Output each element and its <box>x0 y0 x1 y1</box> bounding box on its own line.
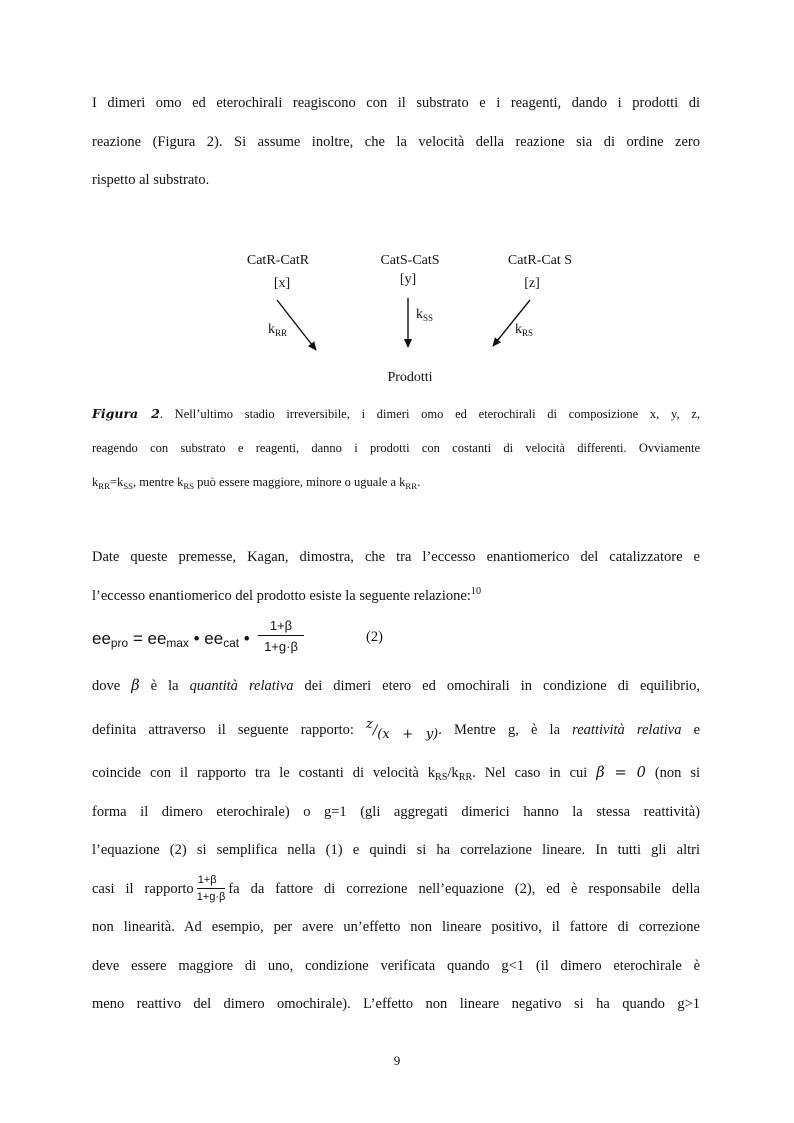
text-line: non linearità. Ad esempio, per avere un’effetto non lineare positivo, il fattore di correzione <box>92 919 700 935</box>
text-line: coincide con il rapporto tra le costanti di velocità $k_{RS}/k_{RR}$. Nel caso in cui β = 0 (non si <box>92 765 701 783</box>
node-catr-catr: CatR-CatR <box>246 253 310 268</box>
node-catr-cats: CatR-Cat S <box>507 253 573 268</box>
reaction-arrows <box>0 0 794 420</box>
text-line: I dimeri omo ed eterochirali reagiscono con il substrato e i reagenti, dando i prodotti di <box>92 95 700 111</box>
text-line: deve essere maggiore di uno, condizione verificata quando g<1 (il dimero eterochirale è <box>92 957 700 974</box>
rate-kss: $k_{SS}$ <box>416 307 434 323</box>
text-line: l’equazione (2) si semplifica nella (1) e quindi si ha correlazione lineare. In tutti gli altri <box>92 842 700 858</box>
conc-x: [x] <box>273 276 291 291</box>
arrow-rs <box>493 300 530 346</box>
caption-label: Figura 2 <box>92 406 160 421</box>
page-number: 9 <box>393 1053 401 1068</box>
reference-mark: 10 <box>470 585 481 597</box>
caption-line: $k_{RR}=k_{SS}$, mentre $k_{RS}$ può essere maggiore, minore o uguale a $k_{RR}$. <box>92 475 421 491</box>
text-line: dove β è la quantità relativa dei dimeri etero ed omochirali in condizione di equilibrio, <box>92 678 701 694</box>
text-line: l’eccesso enantiomerico del prodotto esiste la seguente relazione:$^{10}$ <box>92 585 481 604</box>
inline-fraction: $\frac{1+\beta}{1+g\cdot\beta}$ <box>196 874 226 904</box>
product-label: Prodotti <box>387 370 433 385</box>
text-line: Date queste premesse, Kagan, dimostra, che tra l’eccesso enantiomerico del catalizzatore e <box>92 549 700 565</box>
equation-number: (2) <box>366 629 383 645</box>
premise-paragraph <box>92 538 700 615</box>
rate-krs: $k_{RS}$ <box>515 322 534 338</box>
text-line: casi il rapporto $\frac{1+\beta}{1+g\cdot\beta}$ fa da fattore di correzione nell’equazione (2), ed è responsabile della <box>92 874 700 904</box>
equation-lhs: $ee_{pro} = ee_{max}$ • $ee_{cat}$ • <box>92 629 250 650</box>
arrow-rr <box>277 300 316 350</box>
rate-krr: $k_{RR}$ <box>268 322 288 338</box>
node-cats-cats: CatS-CatS <box>380 253 440 268</box>
text-line: definita attraverso il seguente rapporto: z/(x + y). Mentre g, è la reattività relativa e <box>92 716 701 742</box>
caption-line: Figura 2. Nell’ultimo stadio irreversibile, i dimeri omo ed eterochirali di composizione x, y, z, <box>92 406 701 421</box>
text-line: reazione (Figura 2). Si assume inoltre, che la velocità della reazione sia di ordine zero <box>92 133 700 150</box>
text-line: forma il dimero eterochirale) o g=1 (gli aggregati dimerici hanno la stessa reattività) <box>92 803 700 820</box>
conc-z: [z] <box>524 276 540 291</box>
conc-y: [y] <box>399 272 417 287</box>
equation-fraction: $\frac{1+\beta}{1+g\cdot\beta}$ <box>258 618 304 654</box>
text-line: meno reattivo del dimero omochirale). L’effetto non lineare negativo si ha quando g>1 <box>92 996 700 1012</box>
figure-caption <box>92 397 700 499</box>
text-line: rispetto al substrato. <box>92 172 210 188</box>
explanation-paragraph <box>92 667 700 1024</box>
caption-line: reagendo con substrato e reagenti, danno i prodotti con costanti di velocità differenti. Ovviamente <box>92 441 700 455</box>
